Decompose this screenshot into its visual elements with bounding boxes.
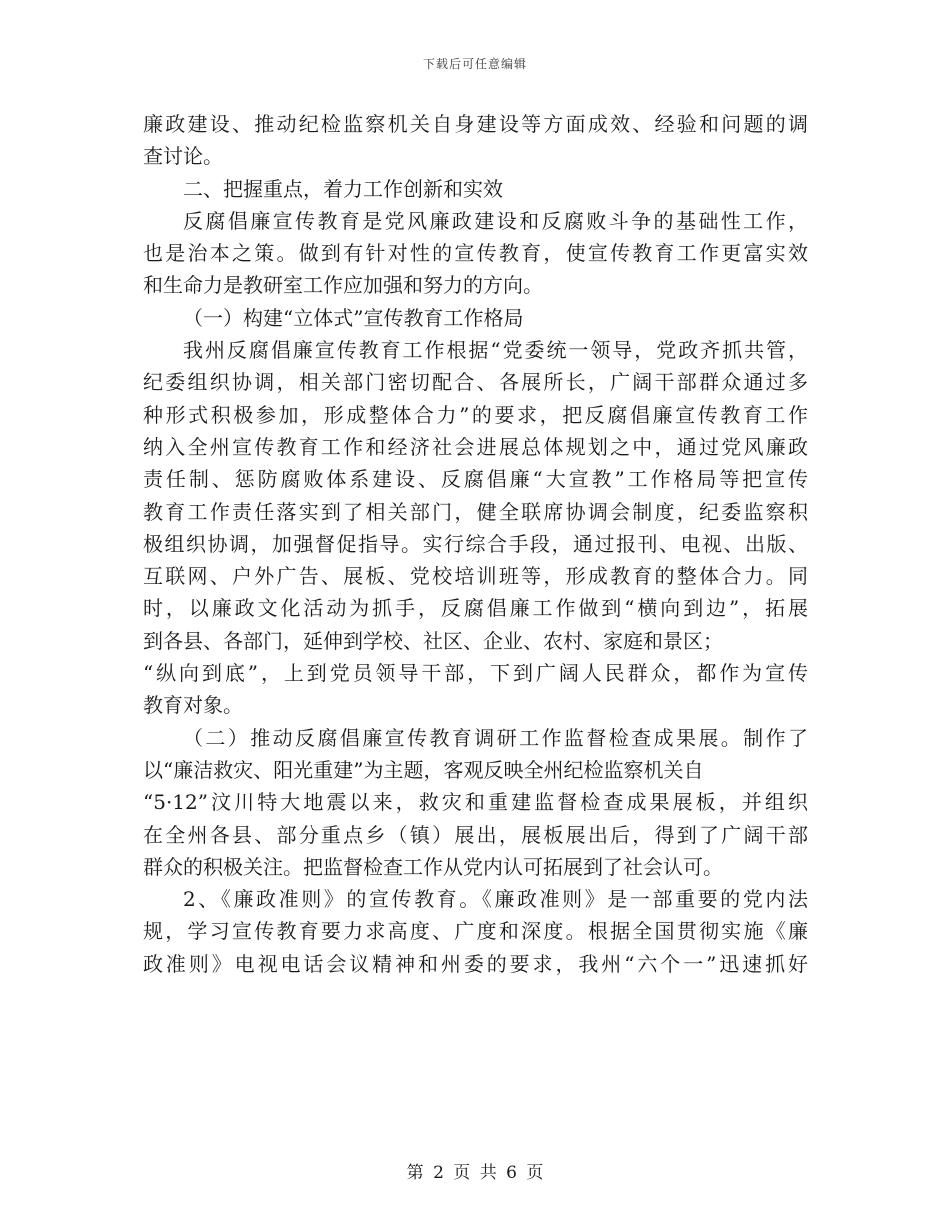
text-line: 在全州各县、部分重点乡（镇）展出，展板展出后，得到了广阔干部 (143, 822, 808, 847)
text-line: 也是治本之策。做到有针对性的宣传教育，使宣传教育工作更富实效 (143, 241, 808, 266)
text-line: 以“廉洁救灾、阳光重建”为主题，客观反映全州纪检监察机关自 (143, 757, 704, 782)
page-header-note: 下载后可任意编辑 (422, 57, 527, 71)
text-line: 纳入全州宣传教育工作和经济社会进展总体规划之中，通过党风廉政 (143, 434, 808, 459)
text-line: 教育工作责任落实到了相关部门，健全联席协调会制度，纪委监察积 (143, 499, 808, 524)
text-line: （一）构建“立体式”宣传教育工作格局 (183, 305, 524, 330)
text-line: 我州反腐倡廉宣传教育工作根据“党委统一领导，党政齐抓共管， (183, 338, 808, 363)
text-line: 纪委组织协调，相关部门密切配合、各展所长，广阔干部群众通过多 (143, 370, 808, 395)
text-line: 种形式积极参加，形成整体合力”的要求，把反腐倡廉宣传教育工作 (143, 402, 808, 427)
text-line: 责任制、惩防腐败体系建设、反腐倡廉“大宣教”工作格局等把宣传 (143, 467, 808, 492)
text-line: 查讨论。 (143, 144, 223, 169)
text-line: 群众的积极关注。把监督检查工作从党内认可拓展到了社会认可。 (143, 854, 723, 879)
text-line: 廉政建设、推动纪检监察机关自身建设等方面成效、经验和问题的调 (143, 112, 808, 136)
text-line: 和生命力是教研室工作应加强和努力的方向。 (143, 273, 543, 298)
text-line: 互联网、户外广告、展板、党校培训班等，形成教育的整体合力。同 (143, 564, 808, 589)
document-body (143, 108, 808, 980)
text-line: 极组织协调，加强督促指导。实行综合手段，通过报刊、电视、出版、 (143, 531, 808, 556)
text-line: 到各县、各部门，延伸到学校、社区、企业、农村、家庭和景区； (143, 628, 723, 653)
text-line: “纵向到底”，上到党员领导干部，下到广阔人民群众，都作为宣传 (143, 661, 808, 686)
text-line: （二）推动反腐倡廉宣传教育调研工作监督检查成果展。制作了 (183, 725, 808, 750)
text-line: “5·12”汶川特大地震以来，救灾和重建监督检查成果展板，并组织 (143, 790, 808, 815)
text-line: 时，以廉政文化活动为抓手，反腐倡廉工作做到“横向到边”，拓展 (143, 596, 808, 621)
text-line: 教育对象。 (143, 693, 243, 718)
text-line: 2、《廉政准则》的宣传教育。《廉政准则》是一部重要的党内法 (183, 887, 808, 912)
page-number-footer: 第 2 页 共 6 页 (406, 1163, 544, 1183)
text-line: 二、把握重点，着力工作创新和实效 (183, 176, 503, 201)
text-line: 反腐倡廉宣传教育是党风廉政建设和反腐败斗争的基础性工作， (183, 208, 808, 233)
text-line: 规，学习宣传教育要力求高度、广度和深度。根据全国贯彻实施《廉 (143, 919, 808, 944)
text-line: 政准则》电视电话会议精神和州委的要求，我州“六个一”迅速抓好 (143, 951, 808, 976)
